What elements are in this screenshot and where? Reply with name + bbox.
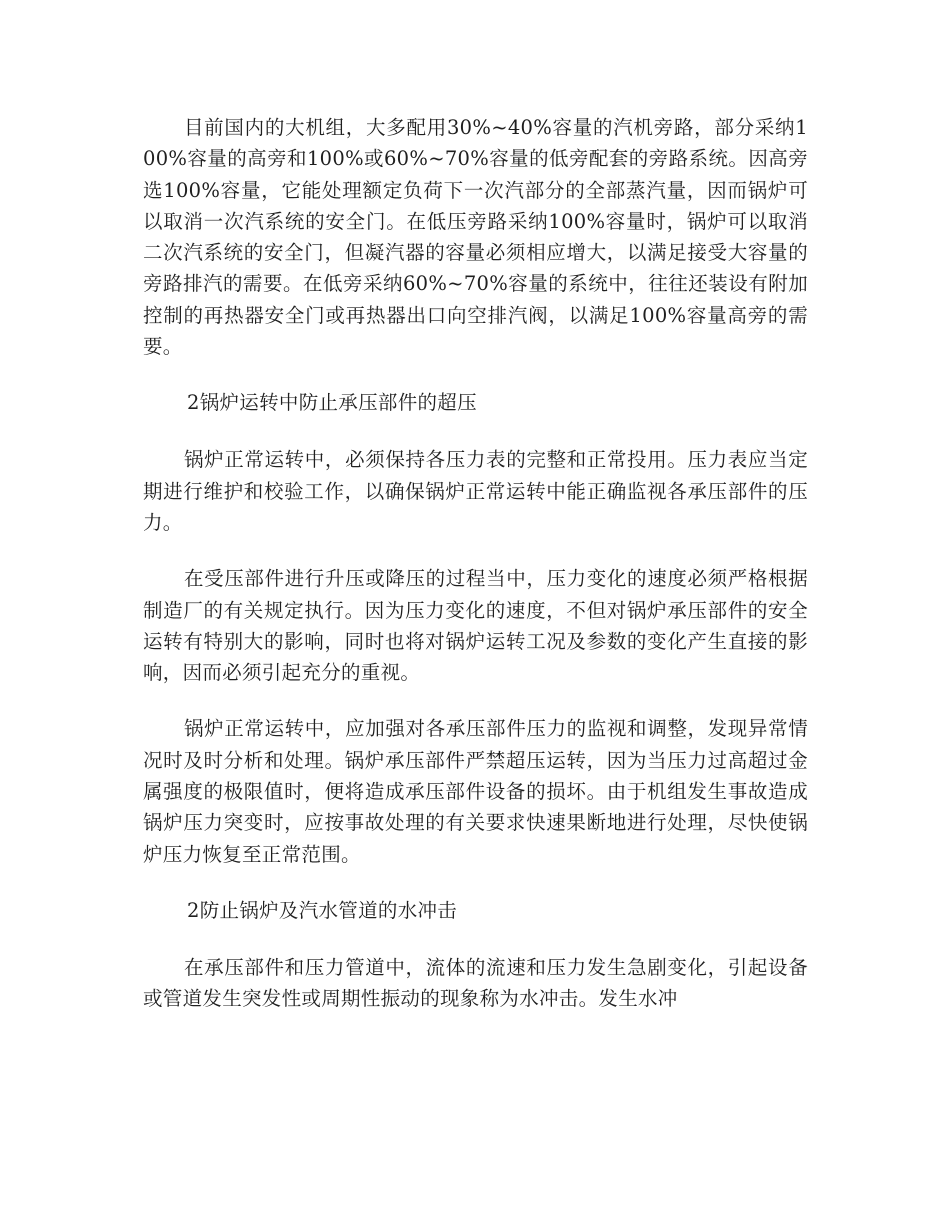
paragraph-water-hammer-definition: 在承压部件和压力管道中，流体的流速和压力发生急剧变化，引起设备或管道发生突发性或周期性振动的现象称为水冲击。发生水冲 (143, 955, 808, 1011)
document-page (143, 112, 808, 1040)
paragraph-bypass-system: 目前国内的大机组，大多配用30%~40%容量的汽机旁路，部分采纳100%容量的高旁和100%或60%~70%容量的低旁配套的旁路系统。因高旁选100%容量，它能处理额定负荷下一次汽部分的全部蒸汽量，因而锅炉可以取消一次汽系统的安全门。在低压旁路采纳100%容量时，锅炉可以取消二次汽系统的安全门，但凝汽器的容量必须相应增大，以满足接受大容量的旁路排汽的需要。在低旁采纳60%~70%容量的系统中，往往还装设有附加控制的再热器安全门或再热器出口向空排汽阀，以满足100%容量高旁的需要。 (143, 116, 808, 359)
section-heading-water-hammer: 2防止锅炉及汽水管道的水冲击 (187, 898, 458, 922)
paragraph-pressure-monitoring: 锅炉正常运转中，应加强对各承压部件压力的监视和调整，发现异常情况时及时分析和处理。锅炉承压部件严禁超压运转，因为当压力过高超过金属强度的极限值时，便将造成承压部件设备的损坏。由于机组发生事故造成锅炉压力突变时，应按事故处理的有关要求快速果断地进行处理，尽快使锅炉压力恢复至正常范围。 (143, 717, 808, 866)
paragraph-pressure-gauges: 锅炉正常运转中，必须保持各压力表的完整和正常投用。压力表应当定期进行维护和校验工作，以确保锅炉正常运转中能正确监视各承压部件的压力。 (143, 448, 808, 534)
paragraph-pressure-change-rate: 在受压部件进行升压或降压的过程当中，压力变化的速度必须严格根据制造厂的有关规定执行。因为压力变化的速度，不但对锅炉承压部件的安全运转有特别大的影响，同时也将对锅炉运转工况及参数的变化产生直接的影响，因而必须引起充分的重视。 (143, 567, 808, 685)
section-heading-overpressure: 2锅炉运转中防止承压部件的超压 (187, 391, 477, 415)
